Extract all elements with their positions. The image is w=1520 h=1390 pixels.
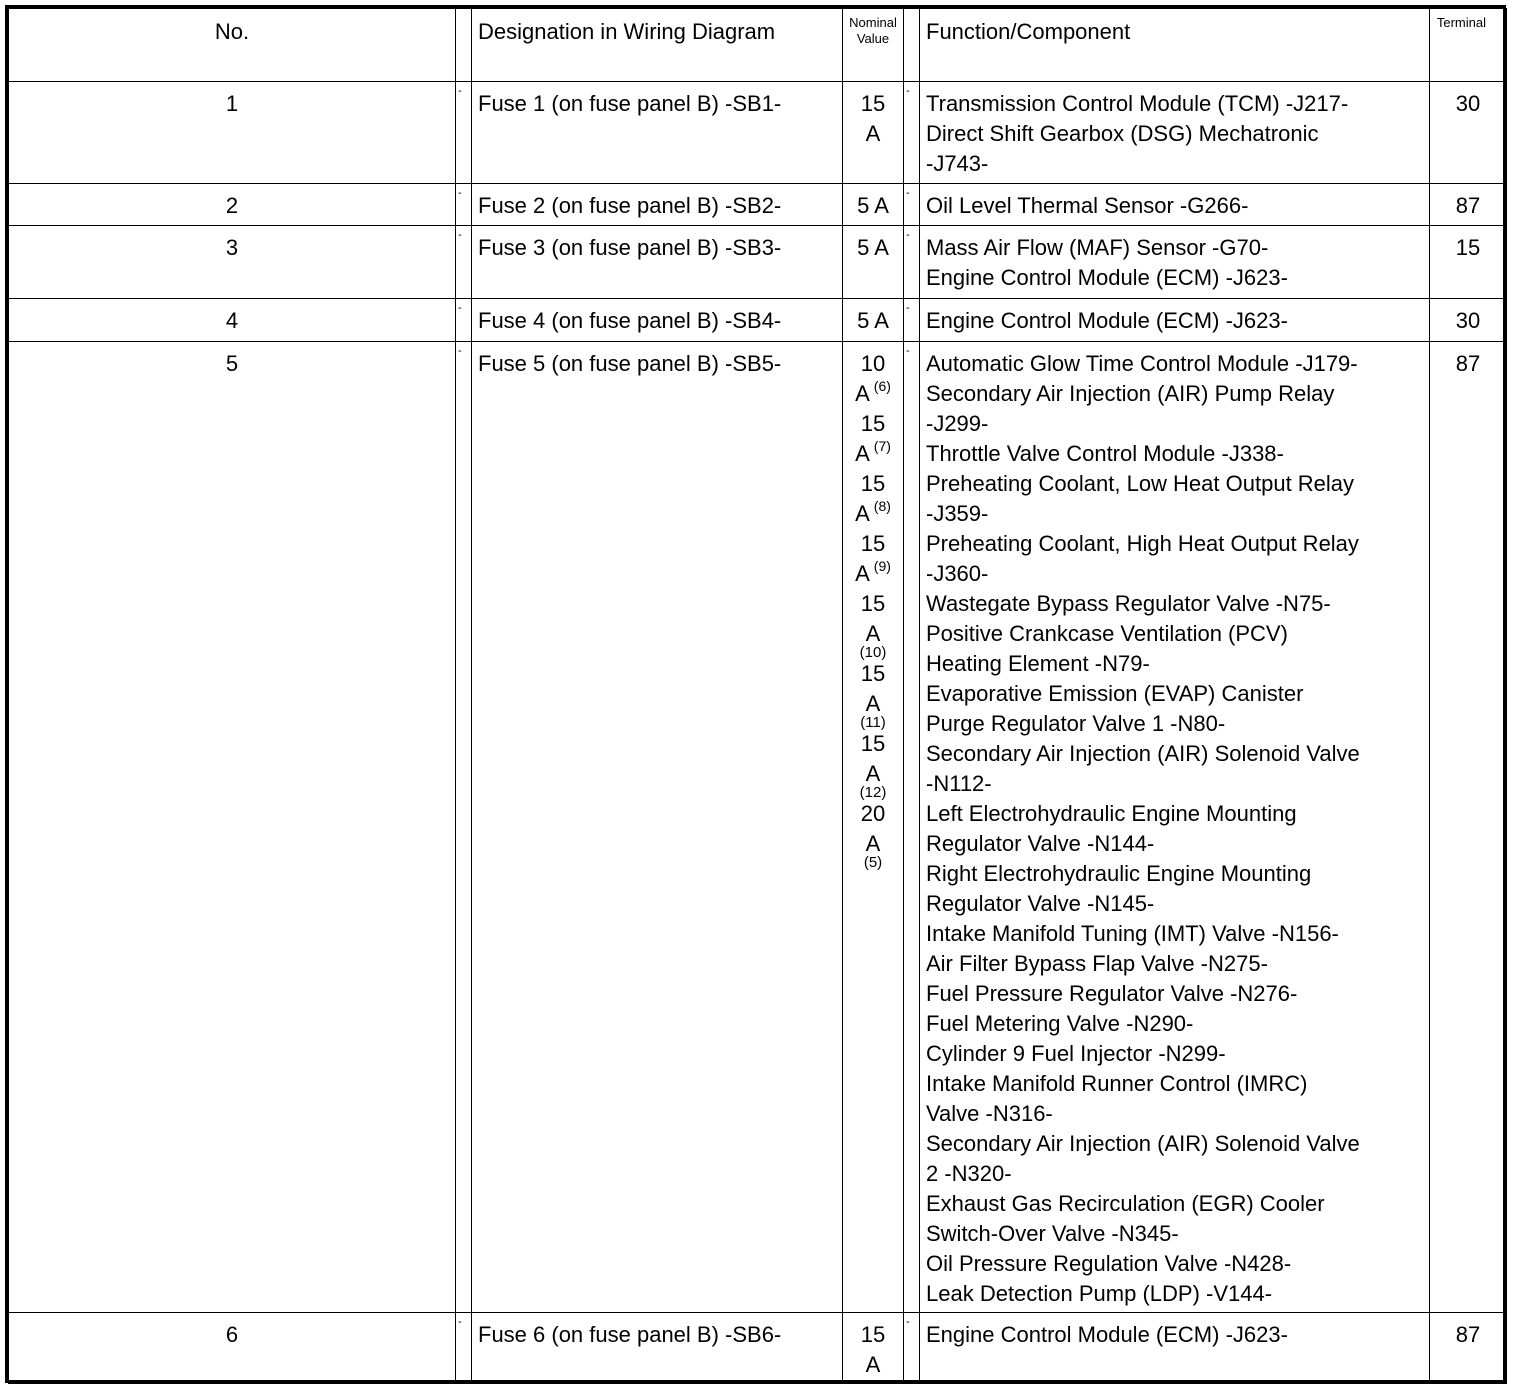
function-line: Secondary Air Injection (AIR) Solenoid Valve	[926, 741, 1360, 766]
gap-mark: -	[458, 187, 462, 199]
rating-value: 15	[860, 471, 886, 496]
header-spacer	[904, 9, 920, 82]
fuse-table	[5, 5, 1506, 1383]
nominal-value	[843, 342, 904, 1313]
gap-mark: -	[458, 345, 462, 357]
function-component	[920, 82, 1430, 184]
rating-unit: A	[855, 441, 870, 466]
function-line: Regulator Valve -N144-	[926, 831, 1155, 856]
function-line: -J360-	[926, 561, 989, 586]
function-line: Positive Crankcase Ventilation (PCV)	[926, 621, 1288, 646]
rating-unit-line	[843, 499, 903, 529]
nominal-value-line: 15	[860, 91, 886, 116]
rating-note: (11)	[860, 714, 886, 731]
nominal-value-line: 5 A	[857, 193, 889, 218]
row-spacer	[904, 299, 920, 342]
table-row	[9, 82, 1507, 184]
function-line: Intake Manifold Tuning (IMT) Valve -N156-	[926, 921, 1339, 946]
nominal-value-line: A	[865, 121, 881, 146]
nominal-value	[843, 299, 904, 342]
function-line: Valve -N316-	[926, 1101, 1053, 1126]
nominal-value-line: A	[865, 1352, 881, 1377]
fuse-designation: Fuse 3 (on fuse panel B) -SB3-	[472, 226, 843, 299]
nominal-rating	[843, 589, 903, 659]
nominal-value	[843, 82, 904, 184]
rating-value: 15	[860, 411, 886, 436]
function-line: Regulator Valve -N145-	[926, 891, 1155, 916]
rating-unit: A	[855, 561, 870, 586]
function-line: Cylinder 9 Fuel Injector -N299-	[926, 1041, 1226, 1066]
rating-value: 15	[860, 591, 886, 616]
table-row	[9, 1313, 1507, 1384]
terminal: 87	[1430, 184, 1507, 226]
header-spacer	[456, 9, 472, 82]
header-nominal-line2: Value	[856, 31, 890, 46]
function-line: Direct Shift Gearbox (DSG) Mechatronic	[926, 121, 1319, 146]
row-number: 6	[9, 1313, 456, 1384]
function-line: Fuel Metering Valve -N290-	[926, 1011, 1194, 1036]
function-component	[920, 299, 1430, 342]
row-spacer	[456, 184, 472, 226]
rating-value: 15	[860, 731, 886, 756]
nominal-value	[843, 184, 904, 226]
rating-unit: A	[855, 381, 870, 406]
function-line: Right Electrohydraulic Engine Mounting	[926, 861, 1312, 886]
rating-value: 15	[860, 661, 886, 686]
gap-mark: -	[458, 1316, 462, 1328]
function-line: Switch-Over Valve -N345-	[926, 1221, 1179, 1246]
function-line: Throttle Valve Control Module -J338-	[926, 441, 1284, 466]
function-line: Heating Element -N79-	[926, 651, 1150, 676]
nominal-rating	[843, 799, 903, 869]
fuse-designation: Fuse 1 (on fuse panel B) -SB1-	[472, 82, 843, 184]
function-line: Leak Detection Pump (LDP) -V144-	[926, 1281, 1273, 1306]
rating-unit: A	[865, 831, 881, 856]
row-number: 2	[9, 184, 456, 226]
rating-note: (12)	[859, 784, 887, 801]
gap-mark: -	[906, 85, 910, 97]
function-line: Purge Regulator Valve 1 -N80-	[926, 711, 1226, 736]
rating-unit: A	[865, 691, 881, 716]
row-spacer	[904, 1313, 920, 1384]
rating-unit-line	[843, 559, 903, 589]
header-designation: Designation in Wiring Diagram	[472, 9, 843, 82]
rating-note: (5)	[863, 854, 883, 871]
function-line: Secondary Air Injection (AIR) Solenoid Valve	[926, 1131, 1360, 1156]
function-line: Intake Manifold Runner Control (IMRC)	[926, 1071, 1308, 1096]
function-line: Air Filter Bypass Flap Valve -N275-	[926, 951, 1268, 976]
function-component	[920, 1313, 1430, 1384]
function-line: Oil Pressure Regulation Valve -N428-	[926, 1251, 1292, 1276]
function-line: -J359-	[926, 501, 989, 526]
fuse-designation: Fuse 2 (on fuse panel B) -SB2-	[472, 184, 843, 226]
fuse-designation: Fuse 6 (on fuse panel B) -SB6-	[472, 1313, 843, 1384]
function-line: Mass Air Flow (MAF) Sensor -G70-	[926, 235, 1269, 260]
rating-unit: A	[865, 761, 881, 786]
fuse-designation: Fuse 5 (on fuse panel B) -SB5-	[472, 342, 843, 1313]
nominal-value-line: 5 A	[857, 308, 889, 333]
table-header-row	[9, 9, 1507, 82]
function-component	[920, 184, 1430, 226]
rating-unit-line	[843, 379, 903, 409]
function-line: Secondary Air Injection (AIR) Pump Relay	[926, 381, 1335, 406]
gap-mark: -	[906, 302, 910, 314]
gap-mark: -	[906, 1316, 910, 1328]
function-line: Engine Control Module (ECM) -J623-	[926, 1322, 1288, 1347]
row-number: 5	[9, 342, 456, 1313]
gap-mark: -	[458, 229, 462, 241]
terminal: 87	[1430, 342, 1507, 1313]
rating-value: 20	[860, 801, 886, 826]
row-spacer	[456, 226, 472, 299]
function-line: -J299-	[926, 411, 989, 436]
table-row	[9, 299, 1507, 342]
function-line: Exhaust Gas Recirculation (EGR) Cooler	[926, 1191, 1325, 1216]
function-line: Left Electrohydraulic Engine Mounting	[926, 801, 1297, 826]
nominal-value-line: 15	[860, 1322, 886, 1347]
function-line: -J743-	[926, 151, 989, 176]
row-spacer	[904, 184, 920, 226]
header-nominal-line1: Nominal	[849, 15, 897, 30]
rating-value: 10	[860, 351, 886, 376]
function-line: Preheating Coolant, High Heat Output Relay	[926, 531, 1359, 556]
row-spacer	[456, 342, 472, 1313]
row-spacer	[456, 299, 472, 342]
function-line: 2 -N320-	[926, 1161, 1012, 1186]
row-number: 4	[9, 299, 456, 342]
nominal-rating	[843, 659, 903, 729]
nominal-rating	[843, 409, 903, 469]
row-spacer	[904, 82, 920, 184]
nominal-value	[843, 226, 904, 299]
function-line: -N112-	[926, 771, 992, 796]
rating-note: (8)	[873, 498, 891, 514]
terminal: 87	[1430, 1313, 1507, 1384]
gap-mark: -	[906, 187, 910, 199]
header-terminal: Terminal	[1430, 9, 1507, 82]
fuse-designation: Fuse 4 (on fuse panel B) -SB4-	[472, 299, 843, 342]
function-line: Engine Control Module (ECM) -J623-	[926, 308, 1288, 333]
function-line: Evaporative Emission (EVAP) Canister	[926, 681, 1304, 706]
terminal: 30	[1430, 82, 1507, 184]
row-spacer	[904, 342, 920, 1313]
gap-mark: -	[458, 302, 462, 314]
rating-unit: A	[855, 501, 870, 526]
function-line: Oil Level Thermal Sensor -G266-	[926, 193, 1249, 218]
nominal-rating	[843, 469, 903, 529]
gap-mark: -	[906, 229, 910, 241]
terminal: 30	[1430, 299, 1507, 342]
rating-note: (9)	[873, 558, 891, 574]
nominal-rating	[843, 729, 903, 799]
function-line: Preheating Coolant, Low Heat Output Relay	[926, 471, 1355, 496]
function-line: Engine Control Module (ECM) -J623-	[926, 265, 1288, 290]
gap-mark: -	[458, 85, 462, 97]
function-component	[920, 226, 1430, 299]
function-line: Transmission Control Module (TCM) -J217-	[926, 91, 1349, 116]
rating-unit: A	[865, 621, 881, 646]
rating-note: (10)	[859, 644, 887, 661]
function-line: Wastegate Bypass Regulator Valve -N75-	[926, 591, 1331, 616]
nominal-value-line: 5 A	[857, 235, 889, 260]
rating-value: 15	[860, 531, 886, 556]
function-line: Fuel Pressure Regulator Valve -N276-	[926, 981, 1298, 1006]
rating-note: (7)	[873, 438, 891, 454]
header-nominal-value	[843, 9, 904, 82]
gap-mark: -	[906, 345, 910, 357]
terminal: 15	[1430, 226, 1507, 299]
nominal-rating	[843, 529, 903, 589]
fuse-assignment-table	[8, 8, 1507, 1384]
table-row	[9, 342, 1507, 1313]
row-spacer	[456, 1313, 472, 1384]
header-function: Function/Component	[920, 9, 1430, 82]
rating-unit-line	[843, 439, 903, 469]
row-number: 1	[9, 82, 456, 184]
table-row	[9, 184, 1507, 226]
nominal-rating	[843, 349, 903, 409]
function-line: Automatic Glow Time Control Module -J179-	[926, 351, 1358, 376]
table-row	[9, 226, 1507, 299]
function-component	[920, 342, 1430, 1313]
nominal-value	[843, 1313, 904, 1384]
row-number: 3	[9, 226, 456, 299]
header-no: No.	[9, 9, 456, 82]
row-spacer	[456, 82, 472, 184]
rating-note: (6)	[873, 378, 891, 394]
row-spacer	[904, 226, 920, 299]
